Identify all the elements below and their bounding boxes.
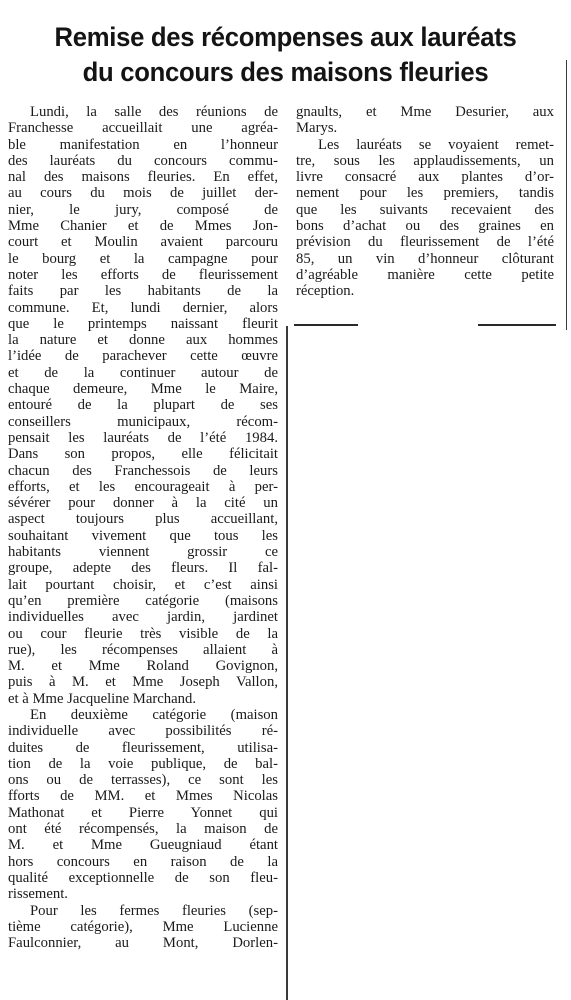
article-text-line: entouré de la plupart de ses (8, 397, 278, 414)
article-text-line: M. et Mme Roland Govignon, (8, 658, 278, 675)
column-end-rule-right (478, 324, 556, 326)
article-text-line: d’agréable manière cette petite (296, 266, 554, 283)
article-text-line: Mathonat et Pierre Yonnet qui (8, 804, 278, 821)
article-text-line: le bourg et la campagne pour (8, 250, 278, 267)
article-text-line: des lauréats du concours commu- (8, 152, 278, 169)
article-text-line: tre, sous les applaudissements, un (296, 152, 554, 169)
article-text-line: souhaitant vivement que tous les (8, 527, 278, 544)
article-text-line: nier, le jury, composé de (8, 201, 278, 218)
article-text-line: chaque demeure, Mme le Maire, (8, 381, 278, 398)
article-text-line: Marys. (296, 120, 338, 137)
article-text-line: tion de la voie publique, de bal- (8, 755, 278, 772)
article-text-line: que le printemps naissant fleurit (8, 315, 278, 332)
article-text-line: gnaults, et Mme Desurier, aux (296, 104, 554, 120)
column-end-rule-left (294, 324, 358, 326)
article-text-line: au cours du mois de juillet der- (8, 185, 278, 202)
article-text-line: ont été récompensés, la maison de (8, 821, 278, 838)
article-text-line: ou cour fleurie très visible de la (8, 625, 278, 642)
article-text-line: 85, un vin d’honneur clôturant (296, 250, 554, 267)
article-text-line: la nature et donne aux hommes (8, 332, 278, 349)
article-text-line: que les suivants recevaient des (296, 201, 554, 218)
article-column-right (296, 104, 554, 300)
article-text-line: nement pour les premiers, tandis (296, 185, 554, 202)
article-text-line: faits par les habitants de la (8, 283, 278, 300)
article-text-line: Lundi, la salle des réunions de (30, 104, 278, 120)
article-text-line: noter les efforts de fleurissement (8, 266, 278, 283)
article-text-line: groupe, adepte des fleurs. Il fal- (8, 560, 278, 577)
article-text-line: hors concours en raison de la (8, 853, 278, 870)
article-text-line: commune. Et, lundi dernier, alors (8, 299, 278, 316)
article-text-line: et de la continuer autour de (8, 364, 278, 381)
right-edge-rule (566, 60, 567, 330)
article-text-line: rissement. (8, 886, 68, 903)
article-text-line: duites de fleurissement, utilisa- (8, 739, 278, 756)
article-text-line: prévision du fleurissement de l’été (296, 234, 554, 251)
article-text-line: et à Mme Jacqueline Marchand. (8, 690, 197, 707)
article-text-line: efforts, et les encourageait à per- (8, 478, 278, 495)
article-text-line: Dans son propos, elle félicitait (8, 446, 278, 463)
article-text-line: court et Moulin avaient parcouru (8, 234, 278, 251)
article-text-line: M. et Mme Gueugniaud étant (8, 837, 278, 854)
article-text-line: pensait les lauréats de l’été 1984. (8, 429, 278, 446)
headline-line-2: du concours des maisons fleuries (82, 57, 489, 87)
article-text-line: aspect toujours plus accueillant, (8, 511, 278, 528)
headline-line-1: Remise des récompenses aux lauréats (54, 22, 517, 52)
article-text-line: individuelles avec jardin, jardinet (8, 609, 278, 626)
article-text-line: rue), les récompenses allaient à (8, 641, 278, 658)
article-text-line: Les lauréats se voyaient remet- (318, 136, 554, 153)
article-text-line: puis à M. et Mme Joseph Vallon, (8, 674, 278, 691)
article-text-line: Mme Chanier et de Mmes Jon- (8, 218, 278, 235)
article-text-line: Faulconnier, au Mont, Dorlen- (8, 935, 278, 952)
article-text-line: ble manifestation en l’honneur (8, 136, 278, 153)
article-text-line: En deuxième catégorie (maison (30, 706, 278, 723)
article-headline (22, 20, 549, 90)
article-text-line: Pour les fermes fleuries (sep- (30, 902, 278, 919)
article-text-line: réception. (296, 283, 355, 300)
article-text-line: livre consacré aux plantes d’or- (296, 169, 554, 186)
article-column-left (8, 104, 278, 1000)
article-text-line: l’idée de parachever cette œuvre (8, 348, 278, 365)
article-text-line: lait pourtant choisir, et c’est ainsi (8, 576, 278, 593)
article-text-line: nal des maisons fleuries. En effet, (8, 169, 278, 186)
article-text-line: habitants viennent grossir ce (8, 544, 278, 561)
article-text-line: tième catégorie), Mme Lucienne (8, 918, 278, 935)
article-text-line: sévérer pour donner à la cité un (8, 495, 278, 512)
article-text-line: fforts de MM. et Mmes Nicolas (8, 788, 278, 805)
article-text-line: bons d’achat ou des graines en (296, 218, 554, 235)
column-divider (286, 326, 288, 1000)
article-text-line: conseillers municipaux, récom- (8, 413, 278, 430)
article-text-line: ons ou de terrasses), ce sont les (8, 772, 278, 789)
article-text-line: chacun des Franchessois de leurs (8, 462, 278, 479)
article-text-line: individuelle avec possibilités ré- (8, 723, 278, 740)
article-text-line: qualité exceptionnelle de son fleu- (8, 869, 278, 886)
article-text-line: qu’en première catégorie (maisons (8, 592, 278, 609)
article-text-line: Franchesse accueillait une agréa- (8, 120, 278, 137)
